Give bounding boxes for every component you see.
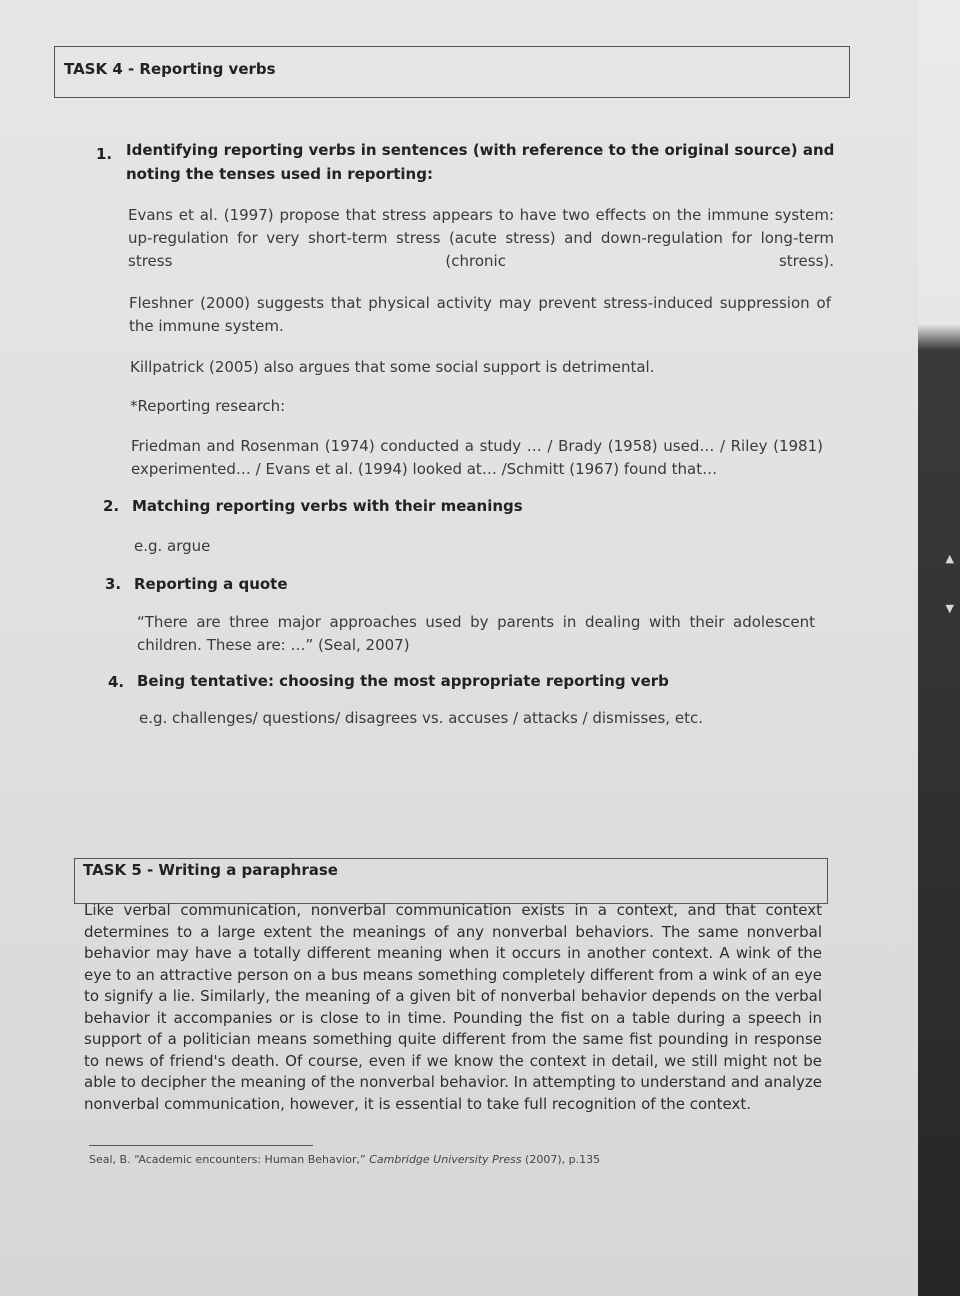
example-paragraph-evans: Evans et al. (1997) propose that stress appears to have two effects on the immune system: up-regulation for very short-term stress (acute stress) and down-regulation for long-term stress (chronic stress). bbox=[128, 206, 834, 270]
footnote-suffix: (2007), p.135 bbox=[521, 1153, 601, 1166]
background-screen bbox=[918, 0, 960, 1296]
down-arrow-icon: ▼ bbox=[945, 602, 954, 615]
example-paragraph-killpatrick: Killpatrick (2005) also argues that some social support is detrimental. bbox=[130, 358, 655, 376]
task4-heading: TASK 4 - Reporting verbs bbox=[64, 60, 276, 78]
reporting-research-label: *Reporting research: bbox=[130, 397, 286, 415]
item-title-1: Identifying reporting verbs in sentences (with reference to the original source) and noting the tenses used in reporting: bbox=[126, 141, 835, 183]
item-title-4: Being tentative: choosing the most appropriate reporting verb bbox=[137, 672, 669, 690]
item-number-4: 4. bbox=[108, 673, 125, 691]
item-number-1: 1. bbox=[96, 145, 113, 163]
up-arrow-icon: ▲ bbox=[945, 552, 954, 565]
example-paragraph-fleshner: Fleshner (2000) suggests that physical activity may prevent stress-induced suppression of the immune system. bbox=[129, 294, 831, 335]
footnote-source: Cambridge University Press bbox=[369, 1153, 522, 1166]
item-number-3: 3. bbox=[105, 575, 122, 593]
example-argue: e.g. argue bbox=[134, 537, 211, 555]
footnote-prefix: Seal, B. “Academic encounters: Human Behavior,” bbox=[89, 1153, 370, 1166]
task5-heading: TASK 5 - Writing a paraphrase bbox=[83, 861, 338, 879]
tentative-verbs-example: e.g. challenges/ questions/ disagrees vs. accuses / attacks / dismisses, etc. bbox=[139, 709, 703, 727]
quote-example: “There are three major approaches used by parents in dealing with their adolescent children. These are: …” (Seal, 2007) bbox=[137, 613, 815, 654]
footnote-rule bbox=[89, 1145, 313, 1146]
item-number-2: 2. bbox=[103, 497, 120, 515]
paraphrase-passage: Like verbal communication, nonverbal communication exists in a context, and that context determines to a large extent the meanings of any nonverbal behaviors. The same nonverbal behavior may have a totally different meaning when it occurs in another context. A wink of the eye to an attractive person on a bus means something completely different from a wink of an eye to signify a lie. Similarly, the meaning of a given bit of nonverbal behavior depends on the verbal behavior it accompanies or is close to in time. Pounding the fist on a table during a speech in support of a politician means something quite different from the same fist pounding in response to news of friend's death. Of course, even if we know the context in detail, we still might not be able to decipher the meaning of the nonverbal behavior. In attempting to understand and analyze nonverbal communication, however, it is essential to take full recognition of the context. bbox=[84, 901, 822, 1113]
footnote-citation bbox=[89, 1153, 600, 1166]
item-title-2: Matching reporting verbs with their meanings bbox=[132, 497, 523, 515]
reporting-research-examples: Friedman and Rosenman (1974) conducted a study … / Brady (1958) used… / Riley (1981) experimented… / Evans et al. (1994) looked at… /Schmitt (1967) found that… bbox=[131, 437, 823, 478]
item-title-3: Reporting a quote bbox=[134, 575, 288, 593]
